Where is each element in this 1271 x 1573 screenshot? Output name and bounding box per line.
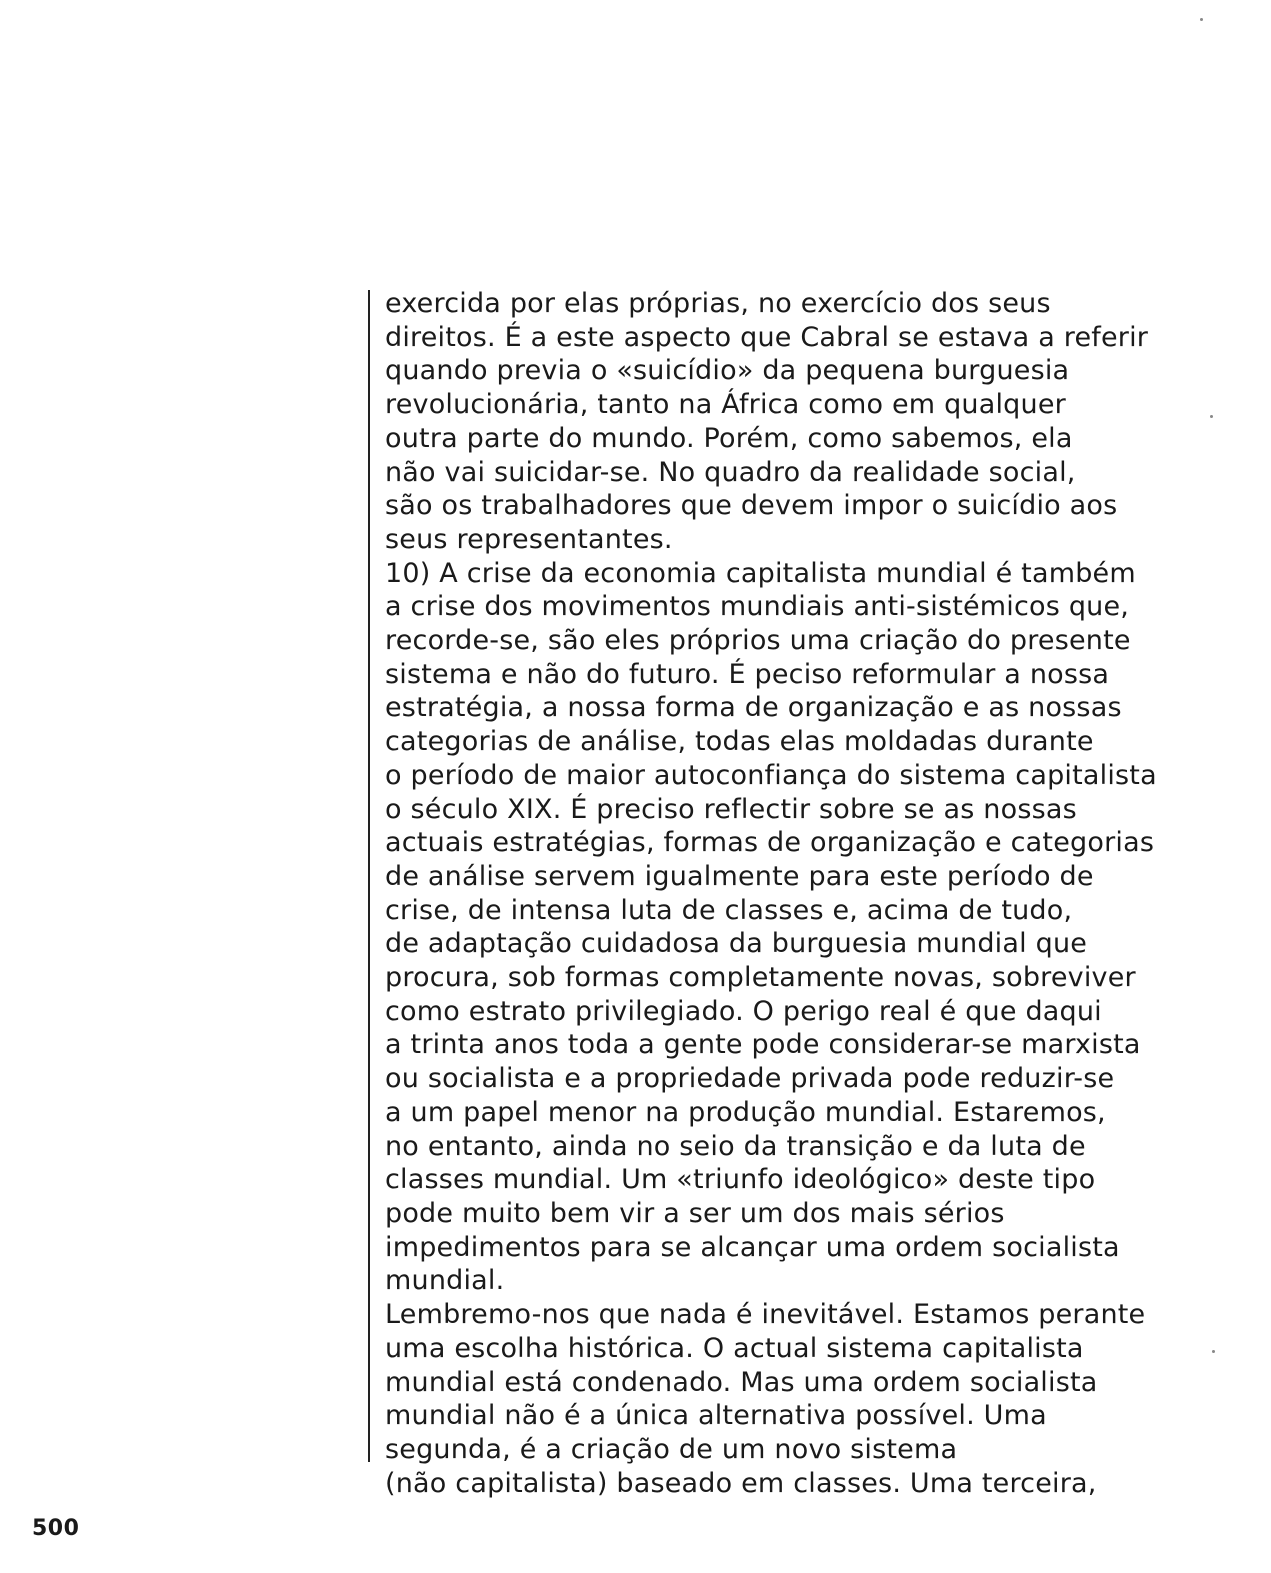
text-line: actuais estratégias, formas de organização e categorias	[385, 827, 1155, 859]
text-line: segunda, é a criação de um novo sistema	[385, 1433, 958, 1465]
text-line: crise, de intensa luta de classes e, acima de tudo,	[385, 894, 1073, 926]
text-line: são os trabalhadores que devem impor o suicídio aos	[385, 490, 1118, 522]
margin-rule	[368, 290, 370, 1462]
text-line: de adaptação cuidadosa da burguesia mundial que	[385, 928, 1088, 960]
text-line: categorias de análise, todas elas moldadas durante	[385, 726, 1094, 758]
text-line: ou socialista e a propriedade privada pode reduzir-se	[385, 1063, 1115, 1095]
text-line: outra parte do mundo. Porém, como sabemos, ela	[385, 422, 1073, 454]
text-line: uma escolha histórica. O actual sistema capitalista	[385, 1332, 1084, 1364]
text-line: revolucionária, tanto na África como em qualquer	[385, 389, 1066, 421]
text-line: direitos. É a este aspecto que Cabral se estava a referir	[385, 321, 1149, 353]
text-line: procura, sob formas completamente novas, sobreviver	[385, 962, 1136, 994]
scan-speck	[1212, 1350, 1215, 1353]
text-line: (não capitalista) baseado em classes. Uma terceira,	[385, 1467, 1097, 1499]
text-line: pode muito bem vir a ser um dos mais sérios	[385, 1197, 1005, 1229]
text-line: estratégia, a nossa forma de organização e as nossas	[385, 692, 1122, 724]
text-line: não vai suicidar-se. No quadro da realidade social,	[385, 456, 1076, 488]
scan-speck	[1210, 415, 1213, 418]
text-line: recorde-se, são eles próprios uma criação do presente	[385, 625, 1131, 657]
text-line: a trinta anos toda a gente pode considerar-se marxista	[385, 1029, 1141, 1061]
text-line: mundial está condenado. Mas uma ordem socialista	[385, 1366, 1098, 1398]
scan-speck	[1200, 18, 1203, 21]
text-line: mundial não é a única alternativa possível. Uma	[385, 1400, 1047, 1432]
text-line: 10) A crise da economia capitalista mundial é também	[385, 557, 1136, 589]
text-line: no entanto, ainda no seio da transição e da luta de	[385, 1130, 1086, 1162]
text-line: o período de maior autoconfiança do sistema capitalista	[385, 759, 1157, 791]
text-line: a crise dos movimentos mundiais anti-sistémicos que,	[385, 591, 1130, 623]
text-line: o século XIX. É preciso reflectir sobre se as nossas	[385, 793, 1077, 825]
text-line: seus representantes.	[385, 523, 673, 555]
text-line: sistema e não do futuro. É peciso reformular a nossa	[385, 658, 1110, 690]
text-line: quando previa o «suicídio» da pequena burguesia	[385, 355, 1070, 387]
text-line: mundial.	[385, 1265, 505, 1297]
text-line: exercida por elas próprias, no exercício dos seus	[385, 288, 1051, 319]
body-text	[385, 287, 1245, 1500]
text-line: classes mundial. Um «triunfo ideológico» deste tipo	[385, 1164, 1096, 1196]
page-number: 500	[32, 1516, 80, 1541]
text-line: impedimentos para se alcançar uma ordem socialista	[385, 1231, 1120, 1263]
text-line: a um papel menor na produção mundial. Estaremos,	[385, 1096, 1106, 1128]
text-line: como estrato privilegiado. O perigo real é que daqui	[385, 995, 1102, 1027]
text-line: Lembremo-nos que nada é inevitável. Estamos perante	[385, 1299, 1146, 1331]
text-line: de análise servem igualmente para este período de	[385, 860, 1094, 892]
